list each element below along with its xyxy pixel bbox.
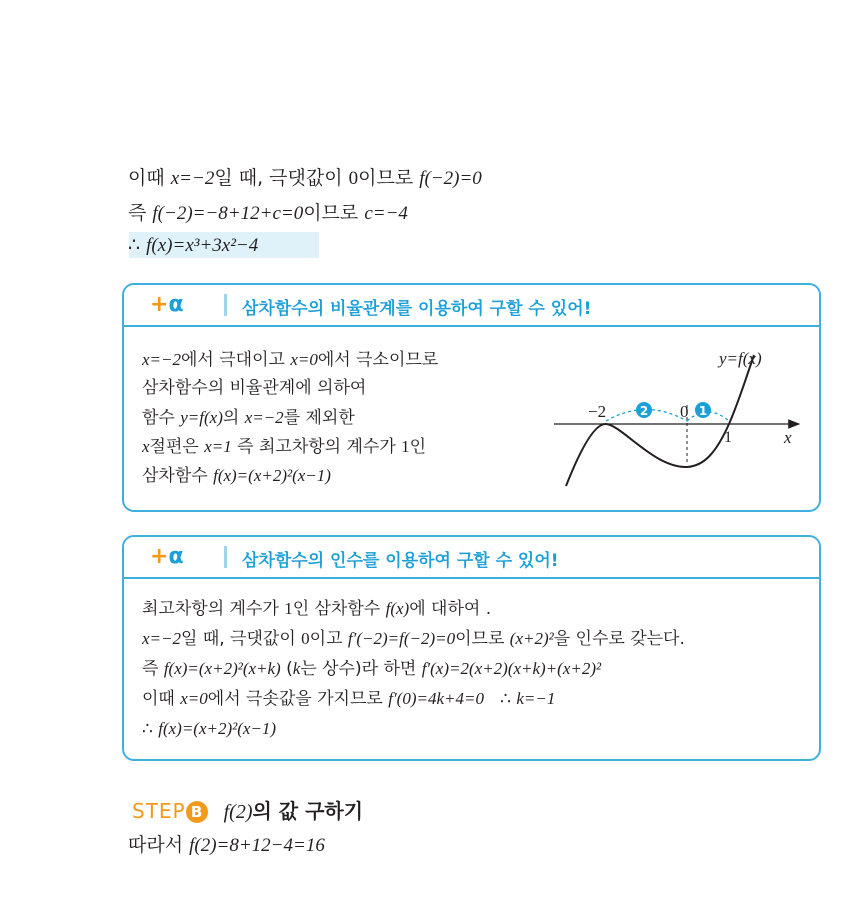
solution-line-1 <box>128 165 482 192</box>
marker-1-label: 1 <box>698 404 708 418</box>
tip-line-2 <box>142 374 366 403</box>
tip-line-4 <box>142 432 426 462</box>
text: 삼차함수 <box>142 466 214 486</box>
text: 즉 <box>128 202 153 224</box>
tip-box-ratio <box>122 283 821 512</box>
equation: c=−4 <box>364 203 408 224</box>
text: 을 인수로 갖는다. <box>553 629 685 649</box>
text: 이고 <box>309 629 348 649</box>
tip-line-5 <box>142 714 276 744</box>
equation: x=−2 <box>142 350 181 369</box>
label-minus-2: −2 <box>588 402 607 421</box>
x-axis-label: x <box>784 428 792 447</box>
text: 이므로 <box>303 202 365 224</box>
step-heading <box>132 795 363 824</box>
tip-line-3 <box>142 654 601 684</box>
text: 삼차함수의 비율관계에 의하여 <box>142 378 367 398</box>
equation: f(−2)=−8+12+c=0 <box>152 203 304 224</box>
equation: x=−2 <box>170 168 215 189</box>
tip-line-1 <box>142 594 491 624</box>
step-label: STEP <box>132 799 186 823</box>
text: 의 <box>222 408 245 428</box>
equation: f(2)=8+12−4=16 <box>189 835 325 856</box>
tip-line-2 <box>142 624 685 654</box>
answer-line <box>128 832 325 859</box>
text: ( <box>280 659 293 679</box>
step-expression: f(2) <box>223 801 253 823</box>
text: 함수 <box>142 408 181 428</box>
label-zero: 0 <box>680 402 689 421</box>
variable: k <box>292 659 301 678</box>
plus-glyph: + <box>150 544 169 569</box>
text: 는 상수)라 하면 <box>300 659 422 679</box>
number: 0 <box>348 168 359 189</box>
text: 최고차항의 계수가 <box>142 599 285 619</box>
equation: f′(x)=2(x+2)(x+k)+(x+2)² <box>421 659 602 678</box>
text: 즉 최고차항의 계수가 <box>231 437 402 457</box>
equation: x=1 <box>204 437 232 456</box>
tip-box-factor <box>122 535 821 761</box>
equation: x=0 <box>180 689 208 708</box>
text: 이때 <box>142 689 181 709</box>
equation: y=f(x) <box>180 408 223 427</box>
text: 인 삼차함수 <box>292 599 386 619</box>
divider <box>224 546 227 568</box>
equation: f′(−2)=f(−2)=0 <box>347 629 456 648</box>
equation: x=0 <box>290 350 318 369</box>
text: 일 때, 극댓값이 <box>214 167 349 189</box>
text: 에서 극대이고 <box>181 350 291 370</box>
text: 일 때, 극댓값이 <box>181 629 302 649</box>
equation: f(x)=(x+2)²(x+k) <box>163 659 281 678</box>
text: 에서 극소이므로 <box>317 350 439 370</box>
variable: x <box>142 437 150 456</box>
plus-alpha-icon <box>150 544 184 569</box>
number: 1 <box>284 599 293 618</box>
equation: f′(0)=4k+4=0 <box>388 689 484 708</box>
therefore-symbol: ∴ <box>483 689 517 709</box>
tip-title: 삼차함수의 비율관계를 이용하여 구할 수 있어! <box>242 299 592 319</box>
number: 1 <box>401 437 410 456</box>
tip-title: 삼차함수의 인수를 이용하여 구할 수 있어! <box>242 551 559 571</box>
solution-line-3 <box>128 232 258 259</box>
equation: f(x)=(x+2)²(x−1) <box>158 719 277 738</box>
text: 이므로 <box>455 629 510 649</box>
text: 에서 극솟값을 가지므로 <box>207 689 389 709</box>
text: 따라서 <box>128 834 190 856</box>
text: 이때 <box>128 167 171 189</box>
plus-alpha-icon <box>150 292 184 317</box>
cubic-graph <box>554 343 814 493</box>
plus-glyph: + <box>150 292 169 317</box>
text: 를 제외한 <box>283 408 355 428</box>
equation: x=−2 <box>244 408 284 427</box>
alpha-glyph: α <box>168 292 184 317</box>
text: 절편은 <box>149 437 205 457</box>
text: 에 대하여 . <box>409 599 492 619</box>
tip-line-5 <box>142 461 331 491</box>
equation: f(x)=(x+2)²(x−1) <box>213 466 331 485</box>
text: 즉 <box>142 659 164 679</box>
equation: x=−2 <box>142 629 181 648</box>
tip-line-1 <box>142 345 438 375</box>
tip-box-header <box>124 537 819 579</box>
marker-2-label: 2 <box>639 404 649 418</box>
therefore-symbol: ∴ <box>142 719 159 739</box>
solution-line-2 <box>128 200 408 227</box>
tip-box-header <box>124 285 819 327</box>
curve-label: y=f(x) <box>719 349 762 368</box>
text: 인 <box>409 437 427 457</box>
tip-line-4 <box>142 684 555 714</box>
alpha-glyph: α <box>168 544 184 569</box>
equation: f(x) <box>385 599 410 618</box>
equation: (x+2)² <box>509 629 554 648</box>
divider <box>224 294 227 316</box>
equation: k=−1 <box>516 689 556 708</box>
equation: f(x)=x³+3x²−4 <box>146 235 259 256</box>
label-one: 1 <box>724 429 732 446</box>
step-title: 의 값 구하기 <box>252 799 364 823</box>
therefore-symbol: ∴ <box>128 234 147 256</box>
text: 이므로 <box>358 167 420 189</box>
step-letter-badge: B <box>186 801 208 823</box>
number: 0 <box>301 629 310 648</box>
tip-line-3 <box>142 403 355 433</box>
equation: f(−2)=0 <box>419 168 482 189</box>
